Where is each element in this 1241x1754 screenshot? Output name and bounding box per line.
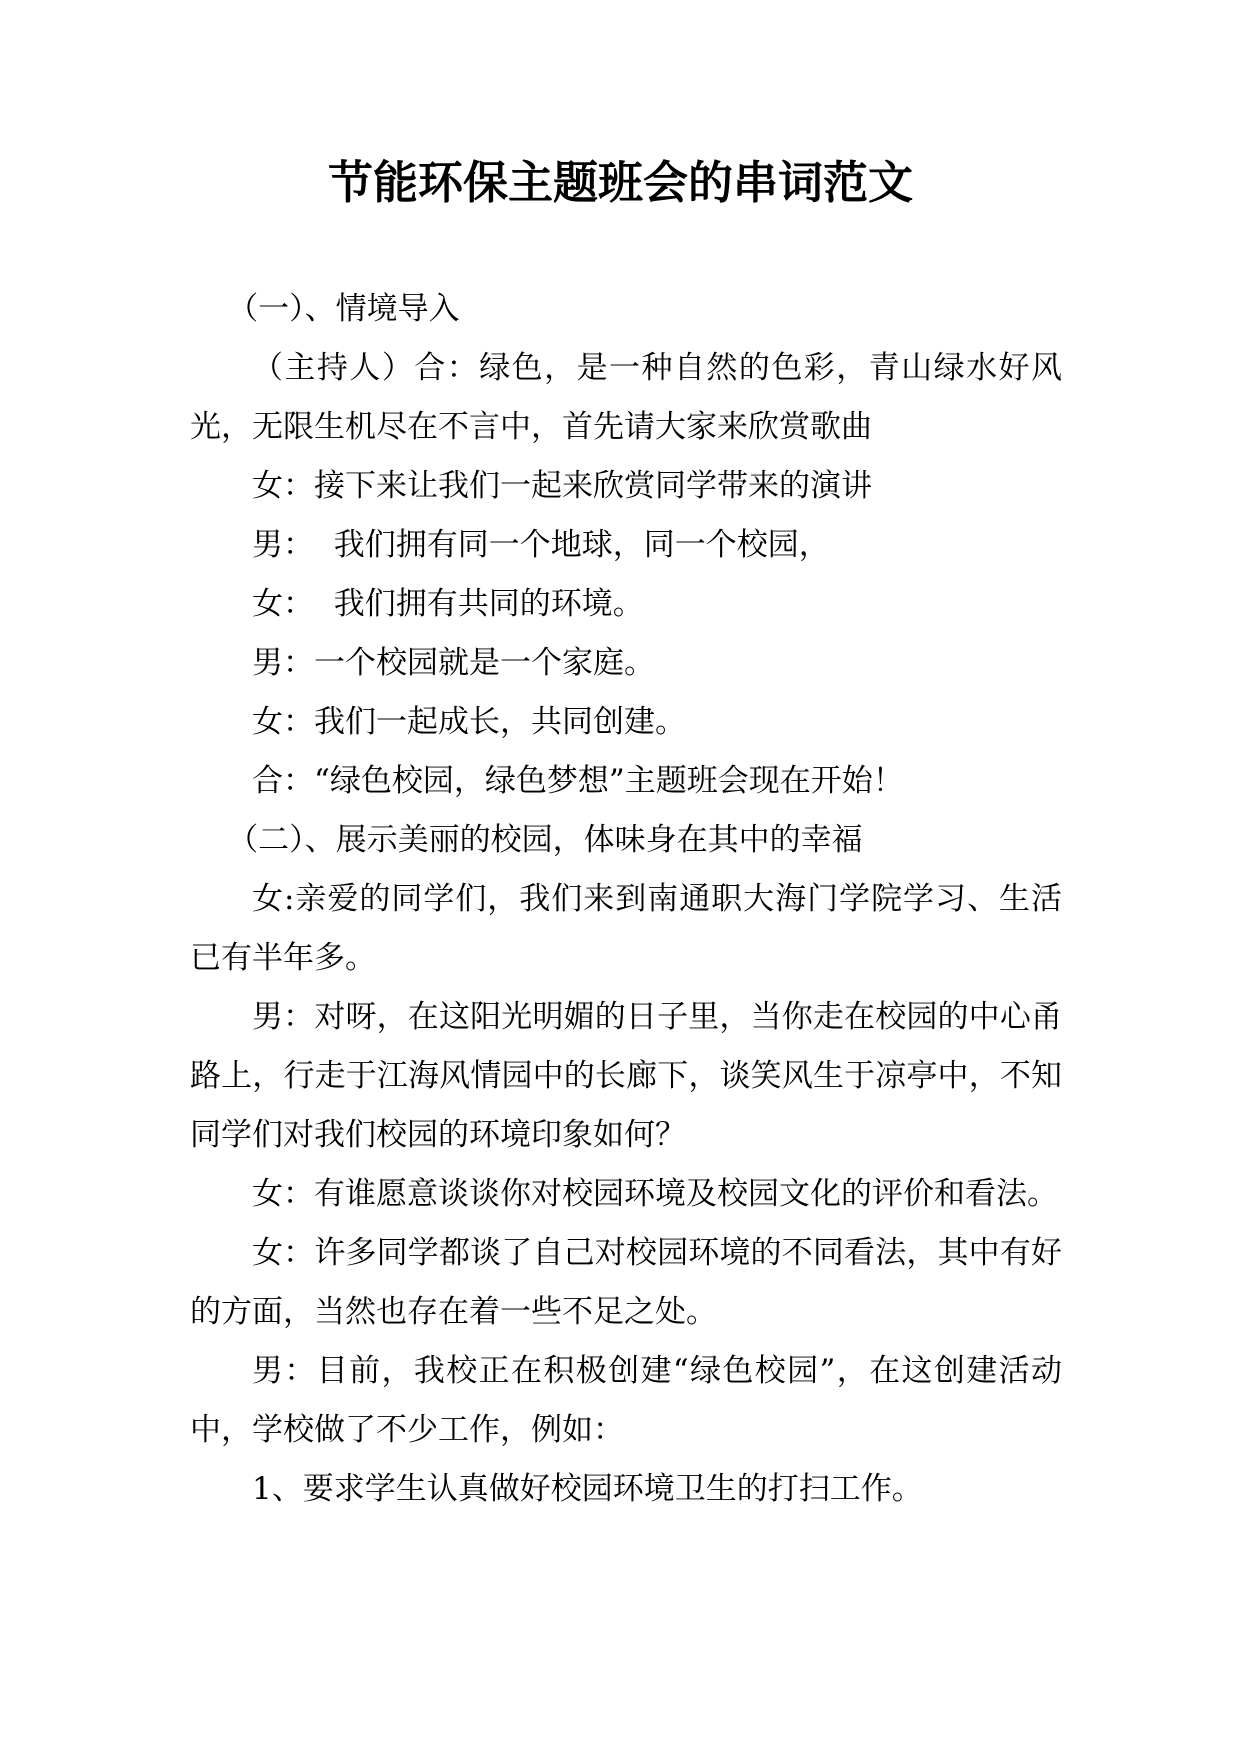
list-item: 1、要求学生认真做好校园环境卫生的打扫工作。 xyxy=(252,1471,923,1507)
paragraph: 男：目前，我校正在积极创建“绿色校园”，在这创建活动中，学校做了不少工作，例如： xyxy=(190,1353,1062,1448)
paragraph: 女： 我们拥有共同的环境。 xyxy=(252,586,644,622)
paragraph: 女：我们一起成长，共同创建。 xyxy=(252,704,686,740)
section-heading: （二）、展示美丽的校园，体味身在其中的幸福 xyxy=(227,822,863,858)
document-body xyxy=(190,280,1062,1519)
paragraph: （主持人）合：绿色，是一种自然的色彩，青山绿水好风光，无限生机尽在不言中，首先请大家来欣赏歌曲 xyxy=(190,350,1062,445)
paragraph: 女：接下来让我们一起来欣赏同学带来的演讲 xyxy=(252,468,872,504)
paragraph: 女：许多同学都谈了自己对校园环境的不同看法，其中有好的方面，当然也存在着一些不足之处。 xyxy=(190,1235,1062,1330)
section-heading: （一）、情境导入 xyxy=(227,291,460,327)
paragraph: 女：有谁愿意谈谈你对校园环境及校园文化的评价和看法。 xyxy=(252,1176,1058,1212)
paragraph: 合：“绿色校园，绿色梦想”主题班会现在开始！ xyxy=(252,763,904,799)
paragraph: 男：对呀，在这阳光明媚的日子里，当你走在校园的中心甬路上，行走于江海风情园中的长廊下，谈笑风生于凉亭中，不知同学们对我们校园的环境印象如何？ xyxy=(190,999,1062,1153)
paragraph: 男：一个校园就是一个家庭。 xyxy=(252,645,655,681)
document-title: 节能环保主题班会的串词范文 xyxy=(327,156,913,209)
paragraph: 男： 我们拥有同一个地球，同一个校园， xyxy=(252,527,830,563)
paragraph: 女:亲爱的同学们，我们来到南通职大海门学院学习、生活已有半年多。 xyxy=(190,881,1062,976)
